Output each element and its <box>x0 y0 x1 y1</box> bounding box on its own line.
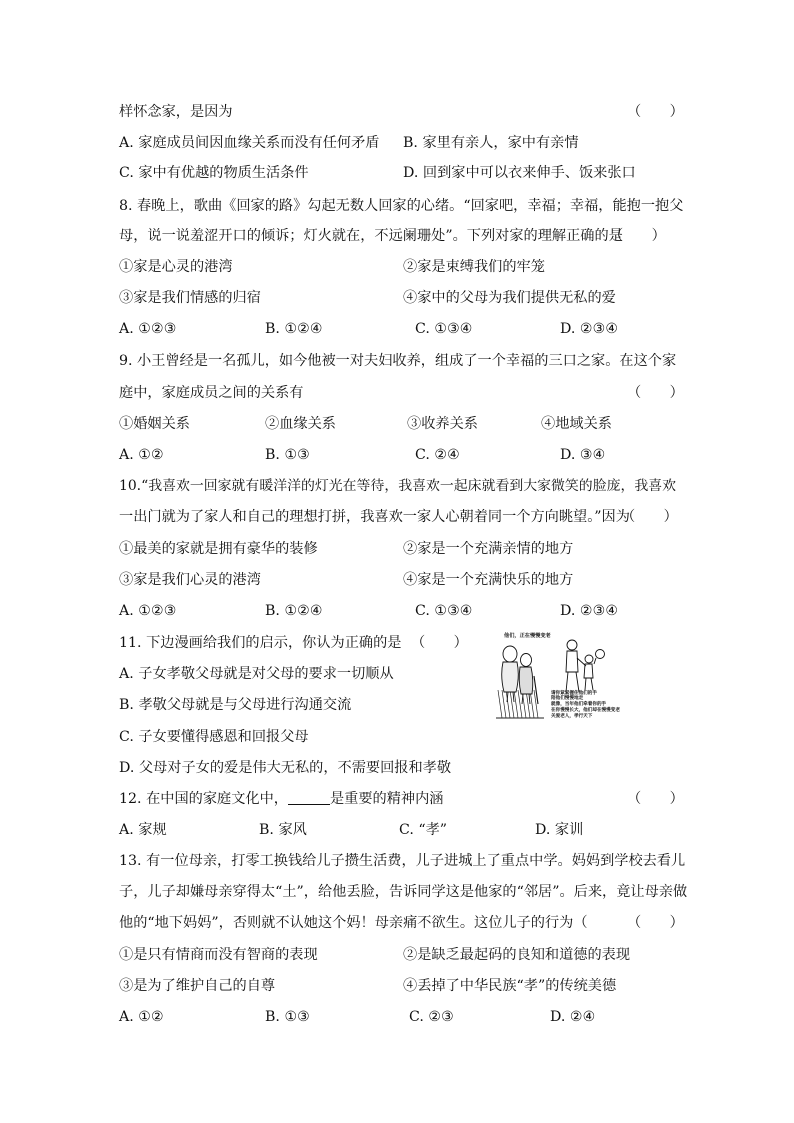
q9-option-a: A. ①② <box>119 447 164 463</box>
q11-option-b: B. 孝敬父母就是与父母进行沟通交流 <box>119 697 352 713</box>
q8-option-d: D. ②③④ <box>560 321 619 337</box>
q11-cartoon-image <box>496 630 676 722</box>
q11-answer-paren: （ ） <box>411 635 468 651</box>
q12-stem <box>119 788 684 810</box>
q10-option-d: D. ②③④ <box>560 603 619 619</box>
q13-item-1: ①是只有情商而没有智商的表现 <box>119 947 318 963</box>
q8-items-row-1 <box>119 256 679 278</box>
q11-option-d: D. 父母对子女的爱是伟大无私的，不需要回报和孝敬 <box>119 760 452 776</box>
q13-items-row-2 <box>119 975 679 997</box>
cartoon-caption-top: 他们，正在慢慢变老 <box>504 633 551 639</box>
q10-item-3: ③家是我们心灵的港湾 <box>119 572 261 588</box>
q11-stem-text: 11. 下边漫画给我们的启示，你认为正确的是 <box>119 635 402 651</box>
q13-answer-paren: （ ） <box>627 915 684 931</box>
q13-option-c: C. ②③ <box>409 1009 454 1025</box>
q8-item-3: ③家是我们情感的归宿 <box>119 290 261 306</box>
q9-stem-line-2 <box>119 382 684 404</box>
q8-stem-line-1: 8. 春晚上，歌曲《回家的路》勾起无数人回家的心绪。“回家吧，幸福；幸福，能抱一抱父 <box>119 198 684 214</box>
q7-option-b: B. 家里有亲人，家中有亲情 <box>403 135 579 151</box>
q9-item-1: ①婚姻关系 <box>119 416 190 432</box>
cartoon-caption-5: 关爱老人，孝行天下 <box>551 714 593 719</box>
q13-stem-line-3 <box>119 912 684 934</box>
q7-stem <box>119 101 684 123</box>
q13-item-3: ③是为了维护自己的自尊 <box>119 978 276 994</box>
q13-option-a: A. ①② <box>119 1009 164 1025</box>
q10-items-row-1 <box>119 538 679 560</box>
q8-options <box>119 318 679 340</box>
q13-option-d: D. ②④ <box>550 1009 596 1025</box>
q13-stem-line-2: 子，儿子却嫌母亲穿得太“土”，给他丢脸，告诉同学这是他家的“邻居”。后来，竟让母亲做 <box>119 884 688 900</box>
q13-stem-text: 他的“地下妈妈”，否则就不认她这个妈！母亲痛不欲生。这位儿子的行为（ <box>119 915 588 931</box>
q10-item-4: ④家是一个充满快乐的地方 <box>403 572 574 588</box>
q7-options-row-2 <box>119 162 679 184</box>
q12-option-d: D. 家训 <box>535 822 584 838</box>
cartoon-caption-1: 请你紧紧握住他们的手 <box>551 691 597 696</box>
q10-items-row-2 <box>119 569 679 591</box>
q9-options <box>119 444 679 466</box>
q12-option-a: A. 家规 <box>119 822 167 838</box>
q8-stem-text: 母，说一说羞涩开口的倾诉；灯火就在，不远阑珊处”。下列对家的理解正确的是 <box>119 228 623 244</box>
q8-item-4: ④家中的父母为我们提供无私的爱 <box>403 290 616 306</box>
q9-item-4: ④地域关系 <box>541 416 612 432</box>
q7-option-a: A. 家庭成员间因血缘关系而没有任何矛盾 <box>119 135 380 151</box>
q13-items-row-1 <box>119 944 679 966</box>
q10-stem-line-2 <box>119 506 679 528</box>
q11-option-a: A. 子女孝敬父母就是对父母的要求一切顺从 <box>119 666 394 682</box>
q9-stem-text: 庭中，家庭成员之间的关系有 <box>119 385 304 401</box>
q9-items <box>119 413 679 435</box>
q10-option-c: C. ①③④ <box>415 603 473 619</box>
cartoon-caption-3: 就像，当年他们牵着你的手 <box>551 702 607 707</box>
q7-option-c: C. 家中有优越的物质生活条件 <box>119 165 309 181</box>
q12-answer-paren: （ ） <box>627 791 684 807</box>
q10-options <box>119 600 679 622</box>
q12-blank <box>288 790 330 805</box>
q8-items-row-2 <box>119 287 679 309</box>
q8-item-1: ①家是心灵的港湾 <box>119 259 233 275</box>
q11-stem <box>119 632 489 654</box>
q12-stem-pre: 12. 在中国的家庭文化中， <box>119 791 288 807</box>
q8-stem-line-2 <box>119 225 679 247</box>
q13-item-4: ④丢掉了中华民族“孝”的传统美德 <box>403 978 617 994</box>
q7-answer-paren: （ ） <box>627 104 684 120</box>
parent-child-icon <box>566 640 605 692</box>
cartoon-caption-2: 陪他们慢慢地走 <box>551 696 584 701</box>
q9-option-b: B. ①③ <box>265 447 310 463</box>
q8-option-c: C. ①③④ <box>415 321 473 337</box>
q8-option-a: A. ①②③ <box>119 321 177 337</box>
q10-option-b: B. ①②④ <box>265 603 323 619</box>
q10-stem-text: 一出门就为了家人和自己的理想打拼，我喜欢一家人心朝着同一个方向眺望。”因为 <box>119 509 630 525</box>
q8-item-2: ②家是束缚我们的牢笼 <box>403 259 545 275</box>
cartoon-caption-4: 在你慢慢长大，他们却在慢慢变老 <box>551 708 620 713</box>
q11-option-c: C. 子女要懂得感恩和回报父母 <box>119 729 309 745</box>
q13-option-b: B. ①③ <box>265 1009 310 1025</box>
q8-option-b: B. ①②④ <box>265 321 323 337</box>
q7-option-d: D. 回到家中可以衣来伸手、饭来张口 <box>403 165 636 181</box>
q9-option-c: C. ②④ <box>415 447 460 463</box>
q10-answer-paren: （ ） <box>621 509 678 525</box>
q7-stem-text: 样怀念家，是因为 <box>119 104 233 120</box>
q13-options <box>119 1006 679 1028</box>
q7-options-row-1 <box>119 132 679 154</box>
q10-stem-line-1: 10.“我喜欢一回家就有暖洋洋的灯光在等待，我喜欢一起床就看到大家微笑的脸庞，我喜欢 <box>119 478 677 494</box>
q12-option-c: C. “孝” <box>399 822 448 838</box>
q9-item-2: ②血缘关系 <box>265 416 336 432</box>
q10-option-a: A. ①②③ <box>119 603 177 619</box>
q10-item-2: ②家是一个充满亲情的地方 <box>403 541 574 557</box>
q9-option-d: D. ③④ <box>560 447 606 463</box>
q10-item-1: ①最美的家就是拥有豪华的装修 <box>119 541 318 557</box>
q12-stem-post: 是重要的精神内涵 <box>329 791 444 807</box>
q9-stem-line-1: 9. 小王曾经是一名孤儿，如今他被一对夫妇收养，组成了一个幸福的三口之家。在这个家 <box>119 353 677 369</box>
q13-stem-line-1: 13. 有一位母亲，打零工换钱给儿子攒生活费，儿子进城上了重点中学。妈妈到学校去看儿 <box>119 853 686 869</box>
q8-answer-paren: （ ） <box>609 228 666 244</box>
q9-item-3: ③收养关系 <box>407 416 478 432</box>
q9-answer-paren: （ ） <box>627 385 684 401</box>
q12-option-b: B. 家风 <box>259 822 307 838</box>
q13-item-2: ②是缺乏最起码的良知和道德的表现 <box>403 947 631 963</box>
q12-options <box>119 819 679 841</box>
elderly-couple-icon <box>502 646 538 704</box>
